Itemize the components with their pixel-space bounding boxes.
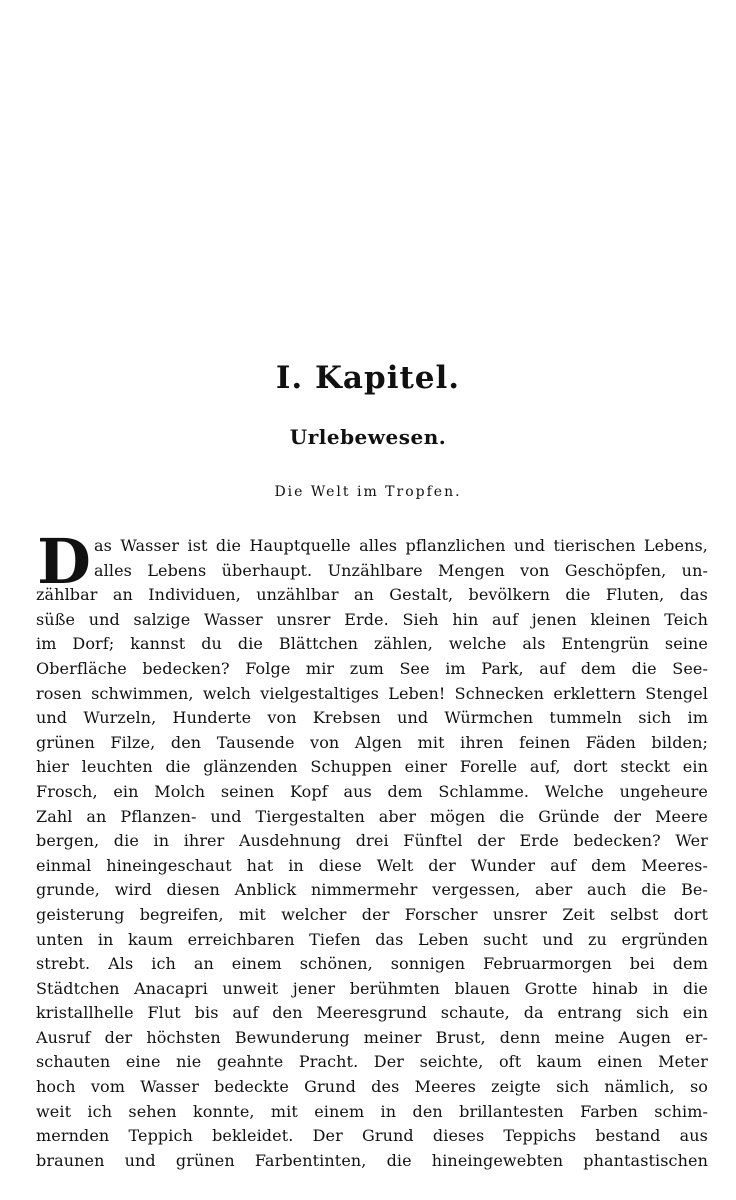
text-line: Städtchen Anacapri unweit jener berühmten blauen Grotte hinab in die: [36, 978, 708, 998]
text-line: grunde, wird diesen Anblick nimmermehr vergessen, aber auch die Be-: [36, 880, 708, 900]
text-line: kristallhelle Flut bis auf den Meeresgrund schaute, da entrang sich ein: [36, 1003, 708, 1023]
text-line: geisterung begreifen, mit welcher der Forscher unsrer Zeit selbst dort: [36, 904, 708, 924]
text-line: zählbar an Individuen, unzählbar an Gestalt, bevölkern die Fluten, das: [36, 585, 708, 605]
section-title: Urlebewesen.: [289, 425, 447, 449]
text-line: süße und salzige Wasser unsrer Erde. Sieh hin auf jenen kleinen Teich: [36, 609, 708, 629]
body-text: [36, 525, 708, 1173]
text-line: Oberfläche bedecken? Folge mir zum See im Park, auf dem die See-: [36, 658, 708, 678]
text-line: alles Lebens überhaupt. Unzählbare Mengen von Geschöpfen, un-: [94, 560, 708, 580]
text-line: unten in kaum erreichbaren Tiefen das Leben sucht und zu ergründen: [36, 929, 708, 949]
chapter-title: I. Kapitel.: [275, 360, 461, 396]
text-line: hier leuchten die glänzenden Schuppen einer Forelle auf, dort steckt ein: [36, 757, 708, 777]
text-line: Zahl an Pflanzen- und Tiergestalten aber mögen die Gründe der Meere: [36, 806, 708, 826]
text-line: Frosch, ein Molch seinen Kopf aus dem Schlamme. Welche ungeheure: [36, 781, 708, 801]
text-line: schauten eine nie geahnte Pracht. Der seichte, oft kaum einen Meter: [36, 1052, 708, 1072]
text-line: mernden Teppich bekleidet. Der Grund dieses Teppichs bestand aus: [36, 1126, 708, 1146]
text-line: Ausruf der höchsten Bewunderung meiner Brust, denn meine Augen er-: [36, 1027, 708, 1047]
text-line: strebt. Als ich an einem schönen, sonnigen Februarmorgen bei dem: [36, 954, 708, 974]
text-line: einmal hineingeschaut hat in diese Welt der Wunder auf dem Meeres-: [36, 855, 708, 875]
drop-cap: D: [37, 525, 91, 598]
text-line: grünen Filze, den Tausende von Algen mit ihren feinen Fäden bilden;: [36, 732, 708, 752]
text-line: weit ich sehen konnte, mit einem in den brillantesten Farben schim-: [36, 1101, 708, 1121]
text-line: bergen, die in ihrer Ausdehnung drei Fünftel der Erde bedecken? Wer: [36, 831, 708, 851]
text-line: braunen und grünen Farbentinten, die hineingewebten phantastischen: [36, 1150, 708, 1170]
section-subtitle: Die Welt im Tropfen.: [274, 484, 462, 500]
text-line: hoch vom Wasser bedeckte Grund des Meeres zeigte sich nämlich, so: [36, 1077, 708, 1097]
text-line: as Wasser ist die Hauptquelle alles pflanzlichen und tierischen Lebens,: [94, 536, 708, 555]
text-line: im Dorf; kannst du die Blättchen zählen, welche als Entengrün seine: [36, 634, 708, 654]
text-line: rosen schwimmen, welch vielgestaltiges Leben! Schnecken erklettern Stengel: [36, 683, 708, 703]
text-line: und Wurzeln, Hunderte von Krebsen und Würmchen tummeln sich im: [36, 708, 708, 728]
